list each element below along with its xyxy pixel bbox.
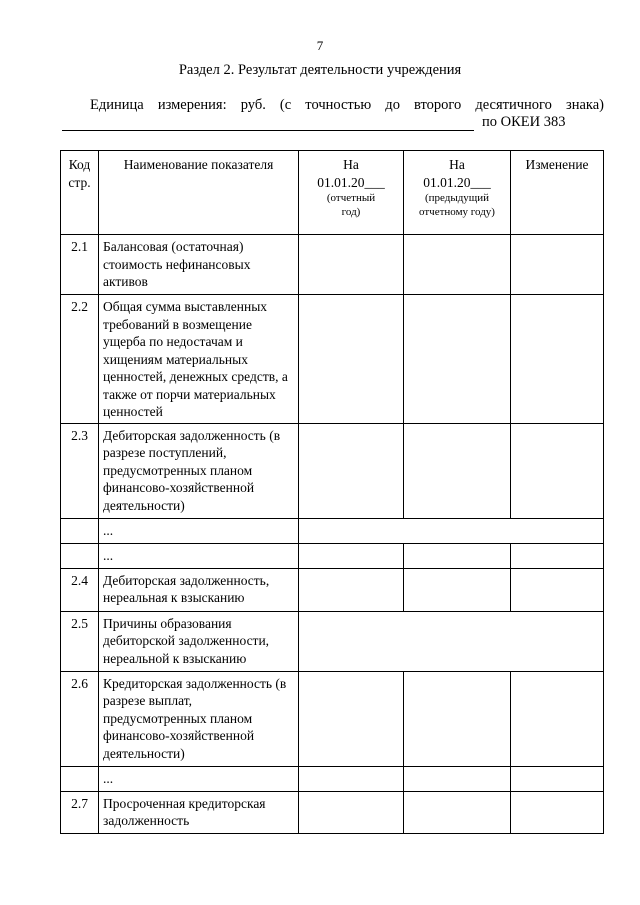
row-code: 2.6 [61,671,99,766]
fill-in-underline [62,117,474,131]
value-change-cell[interactable] [511,791,604,833]
row-name: Причины образования дебиторской задолженности, нереальной к взысканию [99,611,299,671]
value-previous-cell[interactable] [404,543,511,568]
header-previous-year [404,151,511,235]
table-row [61,568,604,611]
value-previous-cell[interactable] [404,295,511,424]
row-name: ... [99,543,299,568]
value-previous-cell[interactable] [404,766,511,791]
row-name: Дебиторская задолженность (в разрезе поступлений, предусмотренных планом финансово-хозяйственной деятельности) [99,423,299,518]
value-current-cell[interactable] [299,423,404,518]
value-change-cell[interactable] [511,543,604,568]
value-change-cell[interactable] [511,295,604,424]
row-name: ... [99,518,299,543]
header-previous-date: На 01.01.20___ [423,157,491,190]
row-code: 2.3 [61,423,99,518]
table-row [61,235,604,295]
section-title: Раздел 2. Результат деятельности учреждения [178,62,462,78]
row-code: 2.5 [61,611,99,671]
row-code: 2.7 [61,791,99,833]
value-previous-cell[interactable] [404,568,511,611]
row-name: ... [99,766,299,791]
header-current-date: На 01.01.20___ [317,157,385,190]
value-current-cell[interactable] [299,543,404,568]
table-row [61,671,604,766]
value-change-cell[interactable] [511,423,604,518]
header-previous-note: (предыдущий отчетному году) [419,192,495,218]
row-name: Кредиторская задолженность (в разрезе выплат, предусмотренных планом финансово-хозяйственной деятельности) [99,671,299,766]
row-code [61,518,99,543]
value-previous-cell[interactable] [404,235,511,295]
value-current-cell[interactable] [299,671,404,766]
table-row [61,791,604,833]
value-previous-cell[interactable] [404,791,511,833]
value-current-cell[interactable] [299,235,404,295]
header-current-note: (отчетный год) [326,192,376,218]
table-row [61,295,604,424]
header-code: Код стр. [61,151,99,235]
header-current-year [299,151,404,235]
value-current-cell[interactable] [299,766,404,791]
row-name: Просроченная кредиторская задолженность [99,791,299,833]
units-label: Единица измерения: руб. (с точностью до второго десятичного знака) [90,97,604,113]
value-previous-cell[interactable] [404,423,511,518]
merged-value-cell[interactable] [299,611,604,671]
row-code [61,766,99,791]
results-table [60,150,604,834]
row-name: Общая сумма выставленных требований в возмещение ущерба по недостачам и хищениям материальных ценностей, денежных средств, а также от порчи материальных ценностей [99,295,299,424]
header-change: Изменение [511,151,604,235]
table-row [61,518,604,543]
row-code: 2.2 [61,295,99,424]
value-previous-cell[interactable] [404,671,511,766]
header-name: Наименование показателя [99,151,299,235]
table-row [61,543,604,568]
value-change-cell[interactable] [511,235,604,295]
value-change-cell[interactable] [511,766,604,791]
units-okei-line [62,114,604,131]
row-code: 2.4 [61,568,99,611]
value-change-cell[interactable] [511,671,604,766]
row-code [61,543,99,568]
merged-value-cell[interactable] [299,518,604,543]
value-current-cell[interactable] [299,791,404,833]
table-header-row [61,151,604,235]
row-name: Дебиторская задолженность, нереальная к взысканию [99,568,299,611]
units-line [62,97,604,131]
page-number: 7 [316,38,324,53]
table-row [61,766,604,791]
okei-code: по ОКЕИ 383 [482,114,566,130]
value-change-cell[interactable] [511,568,604,611]
row-name: Балансовая (остаточная) стоимость нефинансовых активов [99,235,299,295]
value-current-cell[interactable] [299,568,404,611]
value-current-cell[interactable] [299,295,404,424]
row-code: 2.1 [61,235,99,295]
table-row [61,423,604,518]
table-row [61,611,604,671]
